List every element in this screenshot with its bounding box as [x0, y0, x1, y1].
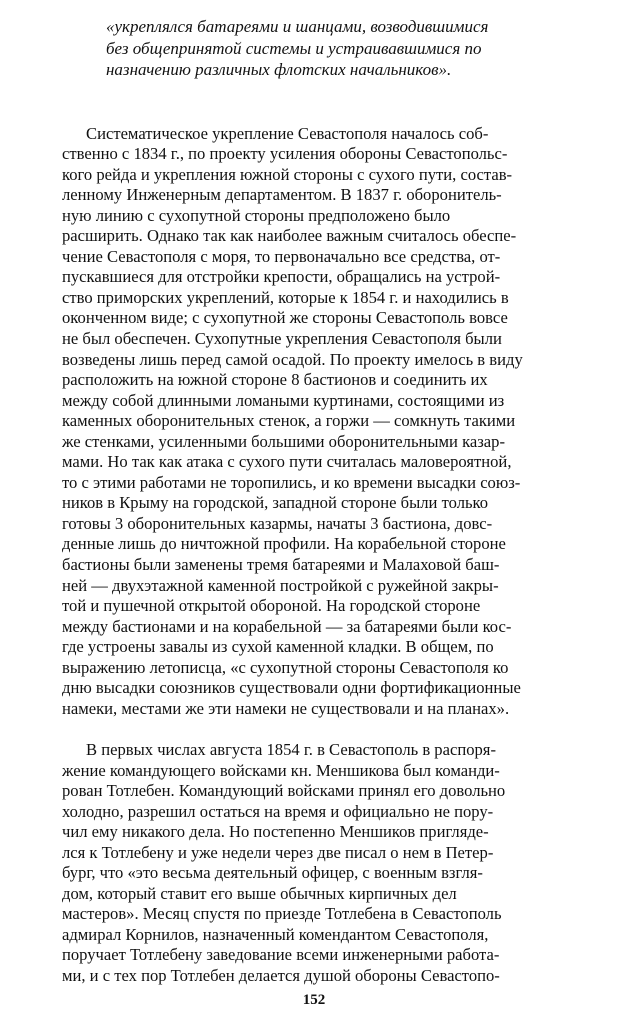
- paragraph-fortification-history: Систематическое укрепление Севастополя началось соб- ственно с 1834 г., по проекту усиления обороны Севастопольс- кого рейда и укрепления южной стороны с сухого пути, состав- ленному Инженерным департаментом. В 1837 г. оборонитель- ную линию с сухопутной стороны предположено было расширить. Однако так как наиболее важным считалось обеспе- чение Севастополя с моря, то первоначально все средства, от- пускавшиеся для отстройки крепости, обращались на устрой- ство приморских укреплений, которые к 1854 г. и находились в оконченном виде; с сухопутной же стороны Севастополь вовсе не был обеспечен. Сухопутные укрепления Севастополя были возведены лишь перед самой осадой. По проекту имелось в виду расположить на южной стороне 8 бастионов и соединить их между собой длинными ломаными куртинами, состоящими из каменных оборонительных стенок, а горжи — сомкнуть такими же стенками, усиленными большими оборонительными казар- мами. Но так как атака с сухого пути считалась маловероятной, то с этими работами не торопились, и ко времени высадки союз- ников в Крыму на городской, западной стороне были только готовы 3 оборонительных казармы, начаты 3 бастиона, довс- денные лишь до ничтожной профили. На корабельной стороне бастионы были заменены тремя батареями и Малаховой баш- ней — двухэтажной каменной постройкой с ружейной закры- той и пушечной открытой обороной. На городской стороне между бастионами и на корабельной — за батареями были кос- где устроены завалы из сухой каменной кладки. В общем, по выражению летописца, «с сухопутной стороны Севастополя ко дню высадки союзников существовали одни фортификационные намеки, местами же эти намеки не существовали и на планах».: [62, 123, 523, 718]
- paragraph-totleben: В первых числах августа 1854 г. в Севастополь в распоря- жение командующего войсками кн. Меншикова был команди- рован Тотлебен. Командующий войсками принял его довольно холодно, разрешил остаться на время и официально не пору- чил ему никакого дела. Но постепенно Меншиков пригляде- лся к Тотлебену и уже недели через две писал о нем в Петер- бург, что «это весьма деятельный офицер, с военным взгля- дом, который ставит его выше обычных кирпичных дел мастеров». Месяц спустя по приезде Тотлебена в Севастополь адмирал Корнилов, назначенный комендантом Севастополя, поручает Тотлебену заведование всеми инженерными работа- ми, и с тех пор Тотлебен делается душой обороны Севастопо-: [62, 739, 506, 985]
- page-number: 152: [302, 992, 326, 1008]
- epigraph-quote: «укреплялся батареями и шанцами, возводившимися без общепринятой системы и устраивавшимися по назначению различных флотских начальников».: [106, 17, 489, 79]
- body-text: [62, 103, 591, 1007]
